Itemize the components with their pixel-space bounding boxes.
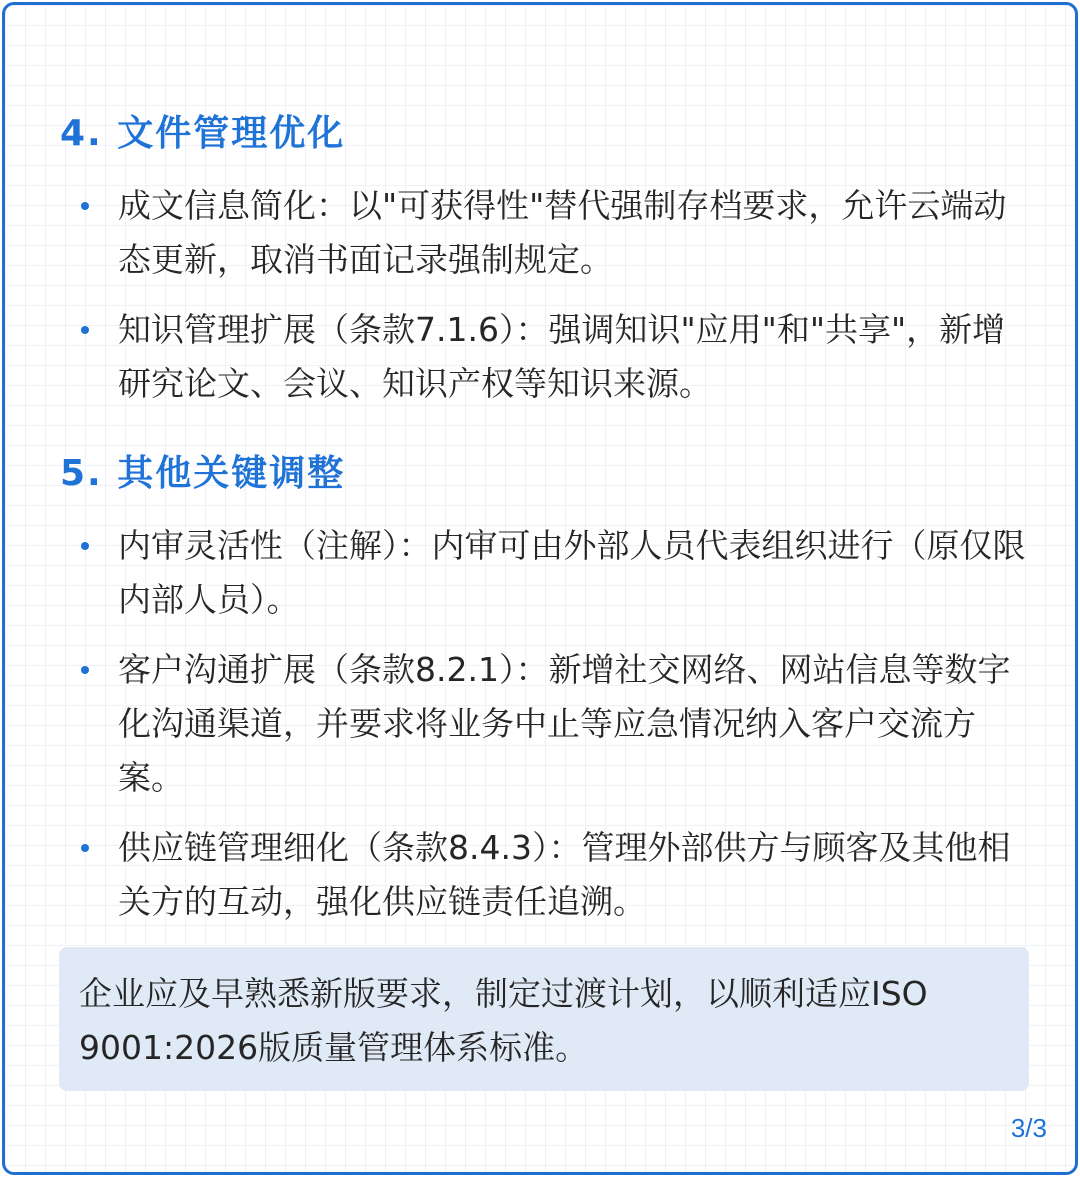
list-item-text: 成文信息简化：以"可获得性"替代强制存档要求，允许云端动态更新，取消书面记录强制规定。 <box>118 186 1007 279</box>
bullet-dot-icon <box>81 844 89 852</box>
list-item-text: 知识管理扩展（条款7.1.6）：强调知识"应用"和"共享"，新增研究论文、会议、知识产权等知识来源。 <box>118 310 1006 403</box>
section-5-list <box>75 519 1035 945</box>
list-item-text: 供应链管理细化（条款8.4.3）：管理外部供方与顾客及其他相关方的互动，强化供应链责任追溯。 <box>118 828 1011 921</box>
list-item-text: 客户沟通扩展（条款8.2.1）：新增社交网络、网站信息等数字化沟通渠道，并要求将业务中止等应急情况纳入客户交流方案。 <box>118 650 1011 797</box>
list-item <box>75 179 1035 287</box>
list-item <box>75 643 1035 805</box>
list-item <box>75 821 1035 929</box>
summary-note-text: 企业应及早熟悉新版要求，制定过渡计划，以顺利适应ISO 9001:2026版质量管理体系标准。 <box>79 974 928 1067</box>
list-item <box>75 303 1035 411</box>
bullet-dot-icon <box>81 542 89 550</box>
list-item <box>75 519 1035 627</box>
section-5-title: 5. 其他关键调整 <box>60 453 346 494</box>
bullet-dot-icon <box>81 326 89 334</box>
section-4-list <box>75 179 1035 427</box>
card-frame <box>2 2 1078 1175</box>
bullet-dot-icon <box>81 666 89 674</box>
section-4-title: 4. 文件管理优化 <box>60 113 346 154</box>
list-item-text: 内审灵活性（注解）：内审可由外部人员代表组织进行（原仅限内部人员）。 <box>118 526 1026 619</box>
bullet-dot-icon <box>81 202 89 210</box>
page-indicator: 3/3 <box>1010 1113 1047 1143</box>
summary-note <box>59 947 1029 1091</box>
